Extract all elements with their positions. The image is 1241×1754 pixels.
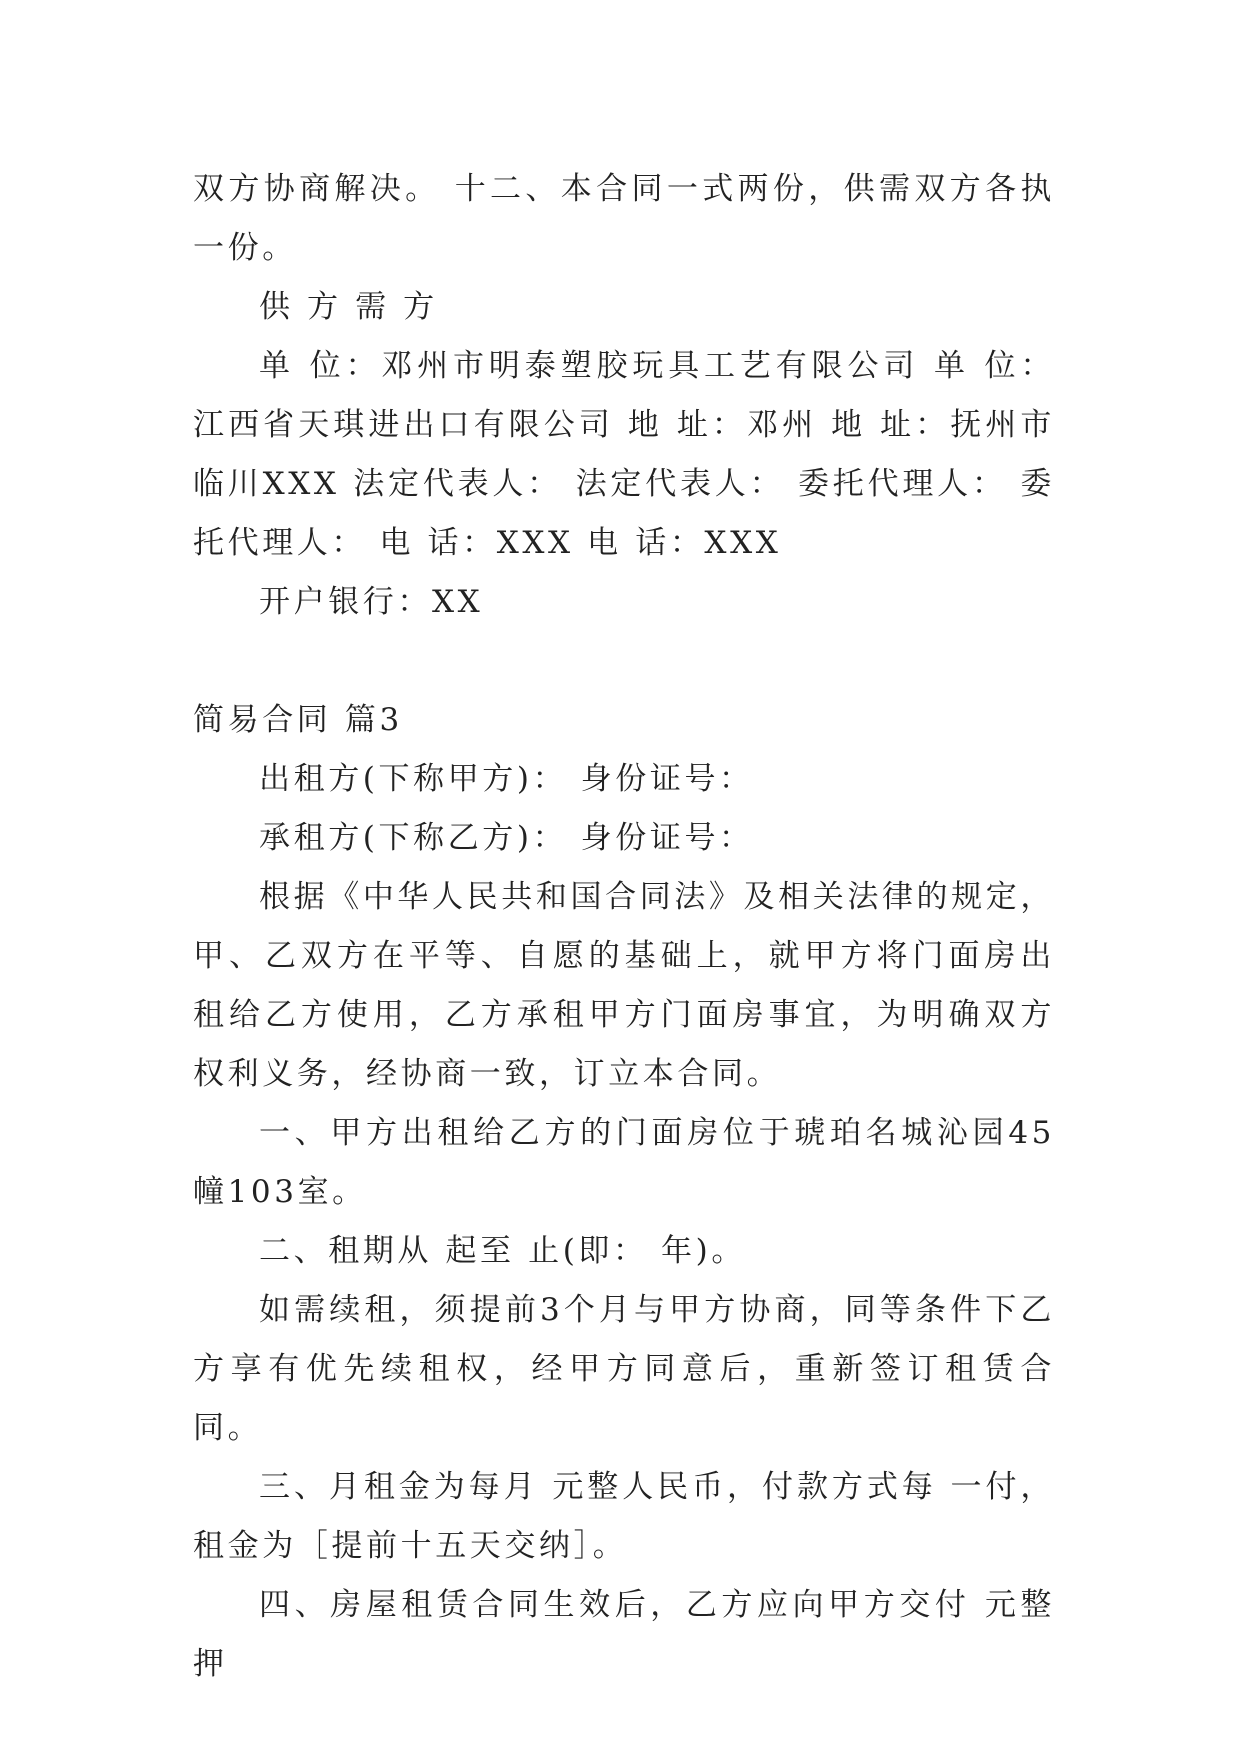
section-heading: 简易合同 篇3 [193, 702, 403, 738]
section-spacer [193, 632, 1055, 691]
paragraph-bank: 开户银行：XX [259, 584, 484, 620]
paragraph-clause-1: 一、甲方出租给乙方的门面房位于琥珀名城沁园45幢103室。 [193, 1115, 1055, 1210]
paragraph-renewal: 如需续租，须提前3个月与甲方协商，同等条件下乙方享有优先续租权，经甲方同意后，重新签订租赁合同。 [193, 1292, 1055, 1446]
paragraph-parties-header: 供 方 需 方 [259, 289, 438, 325]
paragraph-negotiation-clause: 双方协商解决。 十二、本合同一式两份，供需双方各执一份。 [193, 171, 1055, 266]
paragraph-lessor: 出租方(下称甲方)： 身份证号： [259, 761, 754, 797]
paragraph-clause-4: 四、房屋租赁合同生效后，乙方应向甲方交付 元整押 [193, 1587, 1055, 1682]
paragraph-preamble: 根据《中华人民共和国合同法》及相关法律的规定，甲、乙双方在平等、自愿的基础上，就甲方将门面房出租给乙方使用，乙方承租甲方门面房事宜，为明确双方权利义务，经协商一致，订立本合同。 [193, 879, 1055, 1092]
paragraph-clause-3: 三、月租金为每月 元整人民币，付款方式每 一付，租金为［提前十五天交纳］。 [193, 1469, 1055, 1564]
paragraph-lessee: 承租方(下称乙方)： 身份证号： [259, 820, 754, 856]
paragraph-party-details: 单 位：邓州市明泰塑胶玩具工艺有限公司 单 位：江西省天琪进出口有限公司 地 址：邓州 地 址：抚州市临川XXX 法定代表人： 法定代表人： 委托代理人： 委托代理人： 电 话：XXX 电 话：XXX [193, 348, 1055, 561]
paragraph-clause-2: 二、租期从 起至 止(即： 年)。 [259, 1233, 746, 1269]
document-body [193, 160, 1055, 1694]
